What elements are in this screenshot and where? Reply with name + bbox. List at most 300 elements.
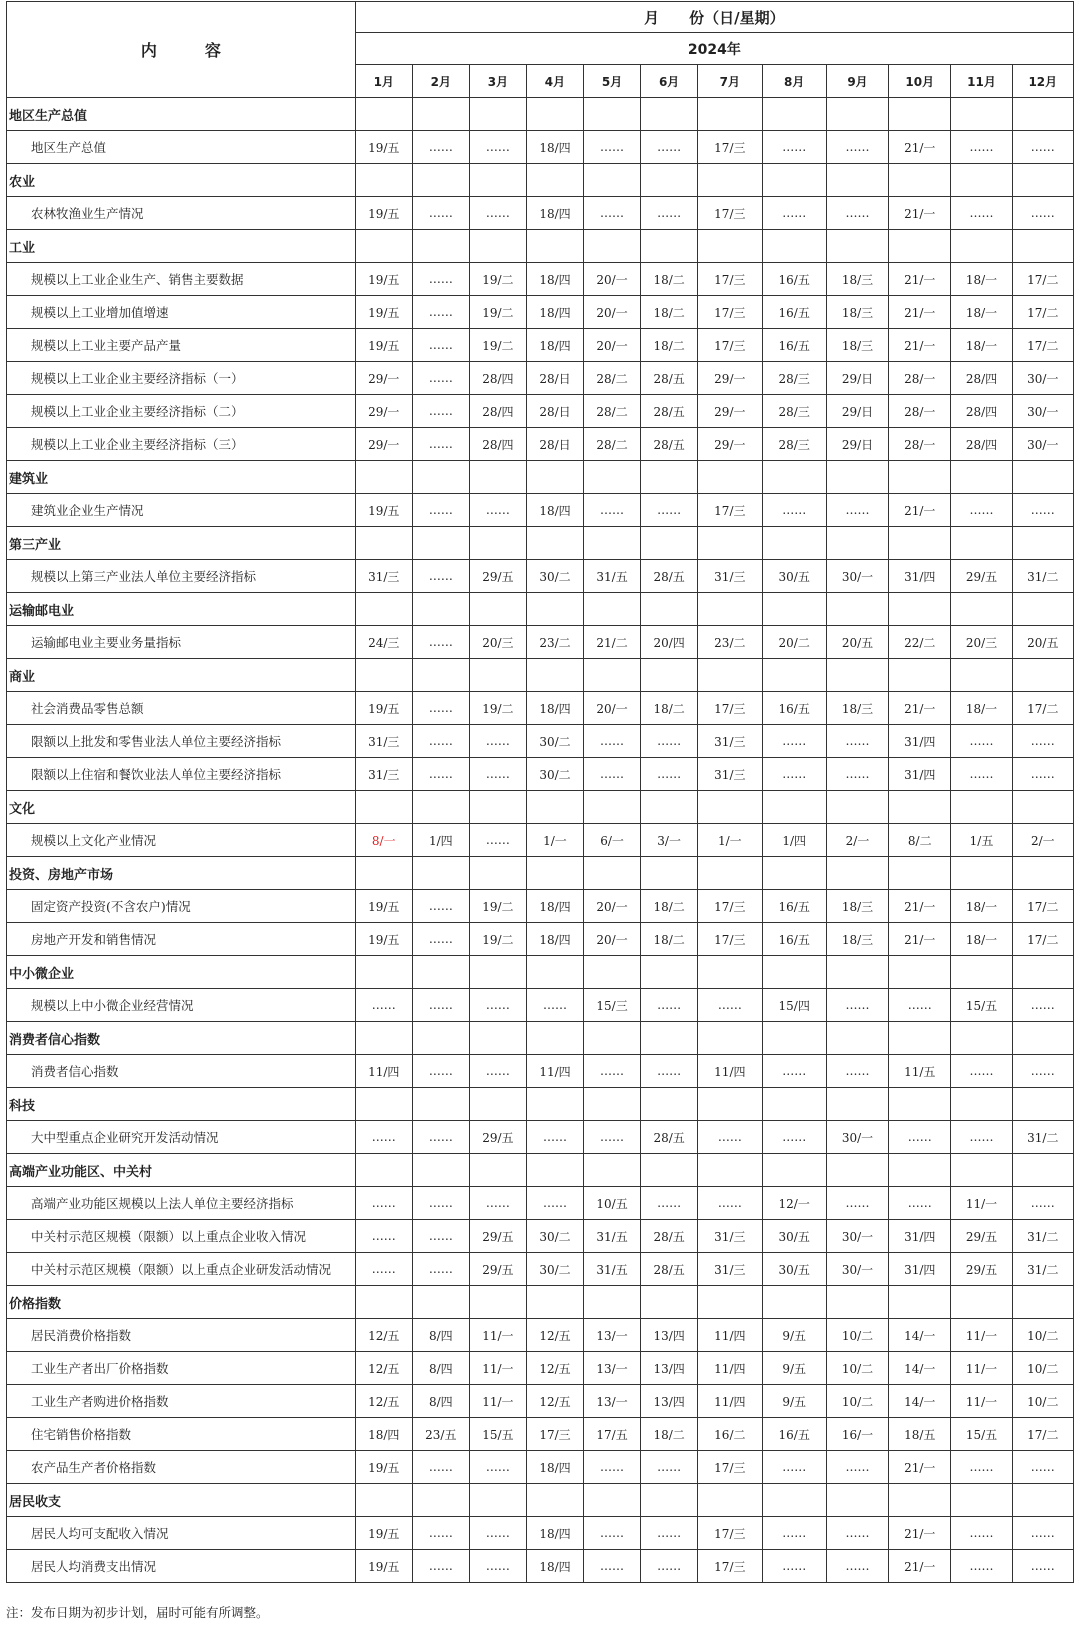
release-date-cell: 18/四 <box>526 692 583 725</box>
content-column-header: 内 容 <box>7 2 356 98</box>
release-date-cell: 19/五 <box>355 1517 412 1550</box>
release-date-cell: 31/三 <box>698 1220 762 1253</box>
release-date-cell: 21/一 <box>889 494 951 527</box>
release-date-cell: …… <box>762 1517 826 1550</box>
release-date-cell: …… <box>1012 758 1073 791</box>
release-date-cell: …… <box>1012 131 1073 164</box>
release-date-cell: …… <box>951 1517 1012 1550</box>
release-date-cell: …… <box>826 1187 888 1220</box>
release-date-cell: 30/一 <box>826 1220 888 1253</box>
empty-cell <box>584 230 641 263</box>
empty-cell <box>584 956 641 989</box>
release-date-cell: 31/三 <box>355 560 412 593</box>
release-date-cell: 17/三 <box>698 197 762 230</box>
release-date-cell: 10/二 <box>1012 1352 1073 1385</box>
indicator-name: 规模以上工业主要产品产量 <box>7 329 356 362</box>
release-date-cell: 18/三 <box>826 923 888 956</box>
release-date-cell: …… <box>641 131 698 164</box>
month-header-8: 8月 <box>762 65 826 98</box>
empty-cell <box>584 791 641 824</box>
release-date-cell: …… <box>826 1517 888 1550</box>
empty-cell <box>526 593 583 626</box>
empty-cell <box>889 956 951 989</box>
table-row <box>7 1385 1074 1418</box>
empty-cell <box>951 164 1012 197</box>
release-date-cell: 20/五 <box>1012 626 1073 659</box>
indicator-name: 地区生产总值 <box>7 131 356 164</box>
release-date-cell: …… <box>698 989 762 1022</box>
release-date-cell: 29/五 <box>469 1220 526 1253</box>
indicator-name: 工业生产者出厂价格指数 <box>7 1352 356 1385</box>
release-date-cell: 19/五 <box>355 263 412 296</box>
section-row <box>7 1088 1074 1121</box>
empty-cell <box>826 956 888 989</box>
indicator-name: 农林牧渔业生产情况 <box>7 197 356 230</box>
release-date-cell: 29/一 <box>698 362 762 395</box>
release-date-cell: 19/五 <box>355 1550 412 1583</box>
release-date-cell: 21/一 <box>889 296 951 329</box>
indicator-name: 规模以上文化产业情况 <box>7 824 356 857</box>
table-row <box>7 131 1074 164</box>
release-date-cell: 11/一 <box>951 1385 1012 1418</box>
indicator-name: 固定资产投资(不含农户)情况 <box>7 890 356 923</box>
empty-cell <box>412 1484 469 1517</box>
release-date-cell: 15/五 <box>469 1418 526 1451</box>
release-date-cell: …… <box>355 1253 412 1286</box>
empty-cell <box>526 98 583 131</box>
empty-cell <box>469 527 526 560</box>
release-date-cell: …… <box>826 725 888 758</box>
empty-cell <box>469 1286 526 1319</box>
indicator-name: 规模以上工业企业生产、销售主要数据 <box>7 263 356 296</box>
release-date-cell: 13/一 <box>584 1385 641 1418</box>
empty-cell <box>762 98 826 131</box>
release-date-cell: 15/五 <box>951 989 1012 1022</box>
empty-cell <box>584 1286 641 1319</box>
release-date-cell: 20/一 <box>584 692 641 725</box>
empty-cell <box>698 791 762 824</box>
release-date-cell: 19/二 <box>469 329 526 362</box>
empty-cell <box>412 461 469 494</box>
release-date-cell: 18/四 <box>526 1550 583 1583</box>
table-row <box>7 263 1074 296</box>
release-date-cell: 19/五 <box>355 197 412 230</box>
release-date-cell: …… <box>762 1550 826 1583</box>
release-date-cell: …… <box>412 395 469 428</box>
empty-cell <box>826 791 888 824</box>
empty-cell <box>889 791 951 824</box>
release-date-cell: 31/三 <box>698 758 762 791</box>
release-date-cell: 29/一 <box>698 395 762 428</box>
section-title: 运输邮电业 <box>7 593 356 626</box>
release-date-cell: 28/四 <box>469 428 526 461</box>
empty-cell <box>469 230 526 263</box>
month-header-1: 1月 <box>355 65 412 98</box>
release-date-cell: …… <box>412 725 469 758</box>
release-date-cell: 17/三 <box>698 131 762 164</box>
release-date-cell: …… <box>412 692 469 725</box>
release-date-cell: 30/二 <box>526 758 583 791</box>
release-date-cell: …… <box>469 1187 526 1220</box>
release-date-cell: 1/四 <box>412 824 469 857</box>
empty-cell <box>584 1154 641 1187</box>
empty-cell <box>826 857 888 890</box>
empty-cell <box>826 1286 888 1319</box>
empty-cell <box>762 461 826 494</box>
release-date-cell: 19/五 <box>355 1451 412 1484</box>
release-date-cell: 17/三 <box>698 923 762 956</box>
empty-cell <box>889 659 951 692</box>
release-date-cell: 18/三 <box>826 890 888 923</box>
release-date-cell: 28/五 <box>641 1220 698 1253</box>
release-date-cell: …… <box>762 494 826 527</box>
release-date-cell: 11/一 <box>951 1319 1012 1352</box>
release-date-cell: 28/五 <box>641 560 698 593</box>
release-date-cell: 31/二 <box>1012 1220 1073 1253</box>
release-date-cell: 18/二 <box>641 923 698 956</box>
release-date-cell: …… <box>469 494 526 527</box>
release-date-cell: 30/二 <box>526 725 583 758</box>
section-row <box>7 791 1074 824</box>
empty-cell <box>641 164 698 197</box>
empty-cell <box>355 1286 412 1319</box>
section-row <box>7 98 1074 131</box>
release-date-cell: 22/二 <box>889 626 951 659</box>
release-date-cell: …… <box>826 1550 888 1583</box>
section-title: 消费者信心指数 <box>7 1022 356 1055</box>
month-header-5: 5月 <box>584 65 641 98</box>
section-row <box>7 593 1074 626</box>
empty-cell <box>526 956 583 989</box>
empty-cell <box>889 527 951 560</box>
release-date-cell: …… <box>469 758 526 791</box>
release-date-cell: 21/一 <box>889 1451 951 1484</box>
release-date-cell: 15/三 <box>584 989 641 1022</box>
release-date-cell: 14/一 <box>889 1352 951 1385</box>
release-date-cell: 28/五 <box>641 1121 698 1154</box>
empty-cell <box>1012 791 1073 824</box>
release-date-cell: …… <box>412 296 469 329</box>
empty-cell <box>355 593 412 626</box>
table-row <box>7 626 1074 659</box>
empty-cell <box>698 1088 762 1121</box>
release-date-cell: 18/三 <box>826 296 888 329</box>
empty-cell <box>412 857 469 890</box>
release-date-cell: 8/二 <box>889 824 951 857</box>
empty-cell <box>698 956 762 989</box>
empty-cell <box>469 857 526 890</box>
empty-cell <box>412 956 469 989</box>
release-date-cell: 3/一 <box>641 824 698 857</box>
empty-cell <box>526 857 583 890</box>
empty-cell <box>1012 857 1073 890</box>
empty-cell <box>762 857 826 890</box>
release-date-cell: 21/一 <box>889 329 951 362</box>
release-date-cell: 28/三 <box>762 395 826 428</box>
release-date-cell: …… <box>826 197 888 230</box>
release-date-cell: 10/五 <box>584 1187 641 1220</box>
release-date-cell: 31/五 <box>584 1253 641 1286</box>
release-date-cell: …… <box>412 1220 469 1253</box>
empty-cell <box>584 1022 641 1055</box>
release-date-cell: 20/一 <box>584 329 641 362</box>
indicator-name: 农产品生产者价格指数 <box>7 1451 356 1484</box>
empty-cell <box>951 791 1012 824</box>
section-row <box>7 857 1074 890</box>
release-date-cell: 14/一 <box>889 1319 951 1352</box>
release-date-cell: 31/三 <box>355 758 412 791</box>
empty-cell <box>1012 1154 1073 1187</box>
table-row <box>7 1055 1074 1088</box>
release-date-cell: 16/五 <box>762 263 826 296</box>
empty-cell <box>355 230 412 263</box>
release-date-cell: 18/四 <box>526 263 583 296</box>
release-date-cell: 11/一 <box>951 1352 1012 1385</box>
release-date-cell: 18/一 <box>951 890 1012 923</box>
release-date-cell: …… <box>412 1187 469 1220</box>
release-date-cell: 18/四 <box>355 1418 412 1451</box>
release-date-cell: 2/一 <box>1012 824 1073 857</box>
release-date-cell: 16/五 <box>762 890 826 923</box>
section-title: 地区生产总值 <box>7 98 356 131</box>
empty-cell <box>355 1484 412 1517</box>
empty-cell <box>526 461 583 494</box>
release-date-cell: 21/一 <box>889 692 951 725</box>
release-date-cell: …… <box>584 758 641 791</box>
empty-cell <box>584 527 641 560</box>
empty-cell <box>698 857 762 890</box>
empty-cell <box>1012 1286 1073 1319</box>
release-date-cell: 30/一 <box>826 1121 888 1154</box>
release-date-cell: …… <box>1012 1187 1073 1220</box>
release-date-cell: 18/四 <box>526 131 583 164</box>
release-date-cell: 17/二 <box>1012 296 1073 329</box>
release-date-cell: 21/一 <box>889 1517 951 1550</box>
empty-cell <box>469 1088 526 1121</box>
empty-cell <box>762 527 826 560</box>
section-row <box>7 1022 1074 1055</box>
month-header-2: 2月 <box>412 65 469 98</box>
table-row <box>7 1517 1074 1550</box>
release-date-cell: 29/五 <box>469 1253 526 1286</box>
release-date-cell: 10/二 <box>826 1352 888 1385</box>
table-row <box>7 1418 1074 1451</box>
release-date-cell: …… <box>412 923 469 956</box>
empty-cell <box>584 857 641 890</box>
empty-cell <box>526 527 583 560</box>
empty-cell <box>826 230 888 263</box>
release-date-cell: 30/二 <box>526 1253 583 1286</box>
table-row <box>7 923 1074 956</box>
indicator-name: 居民人均可支配收入情况 <box>7 1517 356 1550</box>
release-date-cell: 28/五 <box>641 362 698 395</box>
section-title: 第三产业 <box>7 527 356 560</box>
empty-cell <box>762 791 826 824</box>
release-date-cell: …… <box>826 989 888 1022</box>
release-date-cell: …… <box>762 1055 826 1088</box>
release-date-cell: 28/五 <box>641 395 698 428</box>
release-date-cell: 21/一 <box>889 131 951 164</box>
release-date-cell: 29/一 <box>355 395 412 428</box>
section-title: 科技 <box>7 1088 356 1121</box>
empty-cell <box>951 1022 1012 1055</box>
release-date-cell: 31/五 <box>584 560 641 593</box>
release-date-cell: 21/一 <box>889 263 951 296</box>
empty-cell <box>889 230 951 263</box>
empty-cell <box>412 230 469 263</box>
section-row <box>7 461 1074 494</box>
empty-cell <box>526 1022 583 1055</box>
release-date-cell: 31/二 <box>1012 1253 1073 1286</box>
release-date-cell: 29/一 <box>355 428 412 461</box>
release-date-cell: 20/一 <box>584 263 641 296</box>
release-date-cell: 31/五 <box>584 1220 641 1253</box>
release-date-cell: 17/三 <box>526 1418 583 1451</box>
release-date-cell: 16/二 <box>698 1418 762 1451</box>
release-date-cell: 10/二 <box>1012 1319 1073 1352</box>
section-title: 高端产业功能区、中关村 <box>7 1154 356 1187</box>
empty-cell <box>355 857 412 890</box>
release-date-cell: 30/二 <box>526 560 583 593</box>
release-date-cell: …… <box>889 1187 951 1220</box>
release-date-cell: 23/五 <box>412 1418 469 1451</box>
release-date-cell: …… <box>951 1121 1012 1154</box>
release-date-cell: …… <box>641 989 698 1022</box>
empty-cell <box>355 956 412 989</box>
release-date-cell: 17/二 <box>1012 263 1073 296</box>
empty-cell <box>889 593 951 626</box>
release-date-cell: …… <box>584 494 641 527</box>
empty-cell <box>641 791 698 824</box>
empty-cell <box>584 164 641 197</box>
release-date-cell: 19/二 <box>469 923 526 956</box>
empty-cell <box>526 1286 583 1319</box>
release-date-cell: 13/四 <box>641 1385 698 1418</box>
empty-cell <box>762 1286 826 1319</box>
empty-cell <box>951 1286 1012 1319</box>
empty-cell <box>762 1484 826 1517</box>
release-date-cell: …… <box>584 197 641 230</box>
release-date-cell: …… <box>641 494 698 527</box>
release-date-cell: …… <box>469 1451 526 1484</box>
release-date-cell: 9/五 <box>762 1319 826 1352</box>
empty-cell <box>641 1484 698 1517</box>
release-date-cell: …… <box>412 329 469 362</box>
release-date-cell: 20/一 <box>584 890 641 923</box>
release-date-cell: …… <box>951 197 1012 230</box>
release-date-cell: …… <box>762 131 826 164</box>
table-row <box>7 1319 1074 1352</box>
release-date-cell: …… <box>355 1121 412 1154</box>
release-date-cell: 11/四 <box>698 1385 762 1418</box>
release-date-cell: …… <box>412 1055 469 1088</box>
table-row <box>7 1121 1074 1154</box>
release-date-cell: 18/五 <box>889 1418 951 1451</box>
release-date-cell: 21/一 <box>889 923 951 956</box>
release-date-cell: 18/二 <box>641 1418 698 1451</box>
table-row <box>7 1550 1074 1583</box>
empty-cell <box>951 1484 1012 1517</box>
release-date-cell: 24/三 <box>355 626 412 659</box>
empty-cell <box>951 461 1012 494</box>
empty-cell <box>951 98 1012 131</box>
empty-cell <box>355 461 412 494</box>
release-date-cell: …… <box>584 1550 641 1583</box>
release-date-cell: …… <box>641 1517 698 1550</box>
month-column-header: 月 份（日/星期） <box>355 2 1073 33</box>
release-date-cell: 18/四 <box>526 890 583 923</box>
release-date-cell: 30/一 <box>826 560 888 593</box>
release-date-cell: 29/五 <box>469 560 526 593</box>
release-date-cell: …… <box>762 758 826 791</box>
empty-cell <box>469 1154 526 1187</box>
release-date-cell: …… <box>469 824 526 857</box>
release-date-cell: 10/二 <box>1012 1385 1073 1418</box>
empty-cell <box>641 230 698 263</box>
release-date-cell: 19/五 <box>355 923 412 956</box>
release-date-cell: 11/一 <box>951 1187 1012 1220</box>
empty-cell <box>762 164 826 197</box>
release-date-cell: 18/一 <box>951 692 1012 725</box>
section-row <box>7 1154 1074 1187</box>
empty-cell <box>698 164 762 197</box>
release-date-cell: 1/四 <box>762 824 826 857</box>
release-date-cell: 29/五 <box>951 1253 1012 1286</box>
indicator-name: 消费者信心指数 <box>7 1055 356 1088</box>
release-date-cell: 19/五 <box>355 329 412 362</box>
empty-cell <box>584 98 641 131</box>
release-date-cell: 28/三 <box>762 428 826 461</box>
empty-cell <box>762 593 826 626</box>
section-title: 中小微企业 <box>7 956 356 989</box>
release-date-cell: …… <box>762 197 826 230</box>
release-date-cell: 31/二 <box>1012 560 1073 593</box>
release-date-cell: 19/五 <box>355 494 412 527</box>
release-date-cell: 18/三 <box>826 263 888 296</box>
release-date-cell: …… <box>762 725 826 758</box>
release-date-cell: 11/一 <box>469 1385 526 1418</box>
release-date-cell: 28/一 <box>889 428 951 461</box>
indicator-name: 中关村示范区规模（限额）以上重点企业研发活动情况 <box>7 1253 356 1286</box>
release-date-cell: 29/五 <box>951 560 1012 593</box>
release-date-cell: …… <box>641 1550 698 1583</box>
empty-cell <box>826 1022 888 1055</box>
release-date-cell: …… <box>412 1550 469 1583</box>
release-date-cell: …… <box>469 131 526 164</box>
release-date-cell: …… <box>698 1121 762 1154</box>
release-date-cell: …… <box>469 197 526 230</box>
release-date-cell: 28/二 <box>584 362 641 395</box>
release-date-cell: 16/一 <box>826 1418 888 1451</box>
empty-cell <box>584 593 641 626</box>
release-date-cell: 8/四 <box>412 1319 469 1352</box>
empty-cell <box>762 659 826 692</box>
section-row <box>7 956 1074 989</box>
release-date-cell: 18/二 <box>641 296 698 329</box>
indicator-name: 住宅销售价格指数 <box>7 1418 356 1451</box>
empty-cell <box>951 527 1012 560</box>
release-date-cell: 18/一 <box>951 329 1012 362</box>
release-date-cell: …… <box>762 1121 826 1154</box>
release-date-cell: …… <box>412 890 469 923</box>
month-header-12: 12月 <box>1012 65 1073 98</box>
indicator-name: 建筑业企业生产情况 <box>7 494 356 527</box>
release-date-cell: …… <box>412 1253 469 1286</box>
release-date-cell: …… <box>951 1550 1012 1583</box>
release-date-cell: 17/二 <box>1012 923 1073 956</box>
release-date-cell: …… <box>355 1187 412 1220</box>
empty-cell <box>1012 461 1073 494</box>
